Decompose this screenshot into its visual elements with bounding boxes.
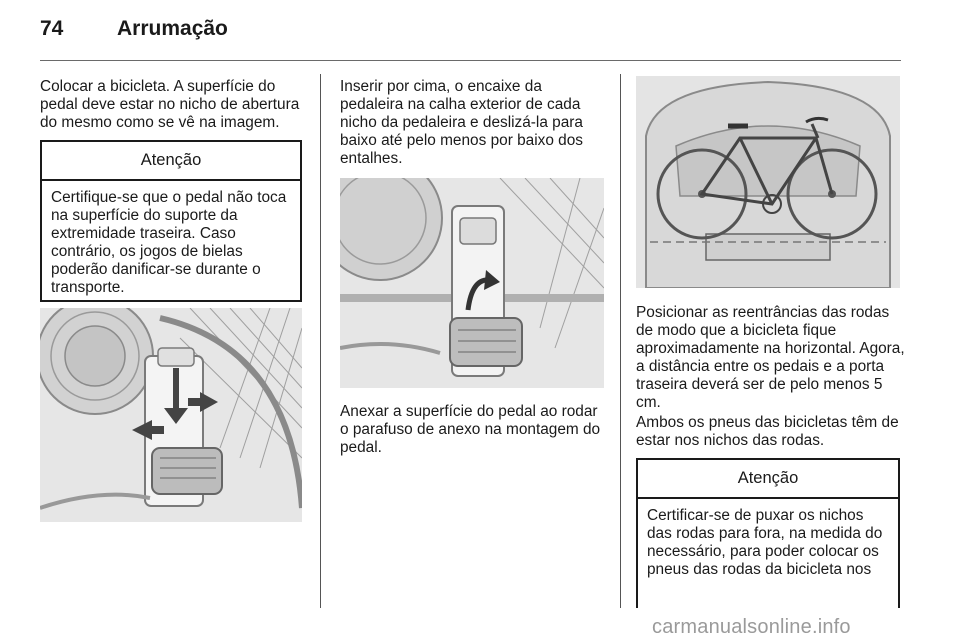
- column1-notice-body: Certifique-se que o pedal não toca na superfície do suporte da extremidade traseira. Caso contrário, os jogos de bielas poderão danificar-se durante o transporte.: [51, 189, 287, 296]
- column3-notice-body: Certificar-se de puxar os nichos das rodas para fora, na medida do necessário, para poder colocar os pneus das rodas da bicicleta nos: [647, 507, 883, 578]
- column-divider-left: [320, 74, 321, 608]
- pedal-mount-arrows-illustration-icon: [40, 308, 302, 522]
- header-rule: [40, 60, 901, 61]
- column1-intro: Colocar a bicicleta. A superfície do pedal deve estar no nicho de abertura do mesmo como se vê na imagem.: [40, 78, 300, 131]
- page-title: Arrumação: [117, 17, 228, 40]
- column2-intro: Inserir por cima, o encaixe da pedaleira na calha exterior de cada nicho da pedaleira e deslizá-la para baixo até pelo menos por baixo dos entalhes.: [340, 78, 583, 167]
- page-number: 74: [40, 17, 64, 40]
- figure-bicycle-carrier: [636, 76, 900, 288]
- column1-notice-title: Atenção: [42, 142, 300, 181]
- column3-paragraph-1: Posicionar as reentrâncias das rodas de modo que a bicicleta fique aproximadamente na horizontal. Agora, a distância entre os pedais e a porta traseira deverá ser de pelo menos 5 cm.: [636, 304, 905, 411]
- bicycle-on-carrier-illustration-icon: [636, 76, 900, 288]
- column-divider-right: [620, 74, 621, 608]
- column3-notice: [636, 458, 900, 608]
- figure-pedal-arrows: [40, 308, 302, 522]
- column3-notice-title: Atenção: [638, 460, 898, 499]
- column2-caption: Anexar a superfície do pedal ao rodar o parafuso de anexo na montagem do pedal.: [340, 403, 601, 456]
- column3-paragraph-2: Ambos os pneus das bicicletas têm de estar nos nichos das rodas.: [636, 414, 899, 449]
- pedal-slide-illustration-icon: [340, 178, 604, 388]
- figure-pedal-slide: [340, 178, 604, 388]
- column1-notice: [40, 140, 302, 302]
- watermark: carmanualsonline.info: [652, 616, 851, 638]
